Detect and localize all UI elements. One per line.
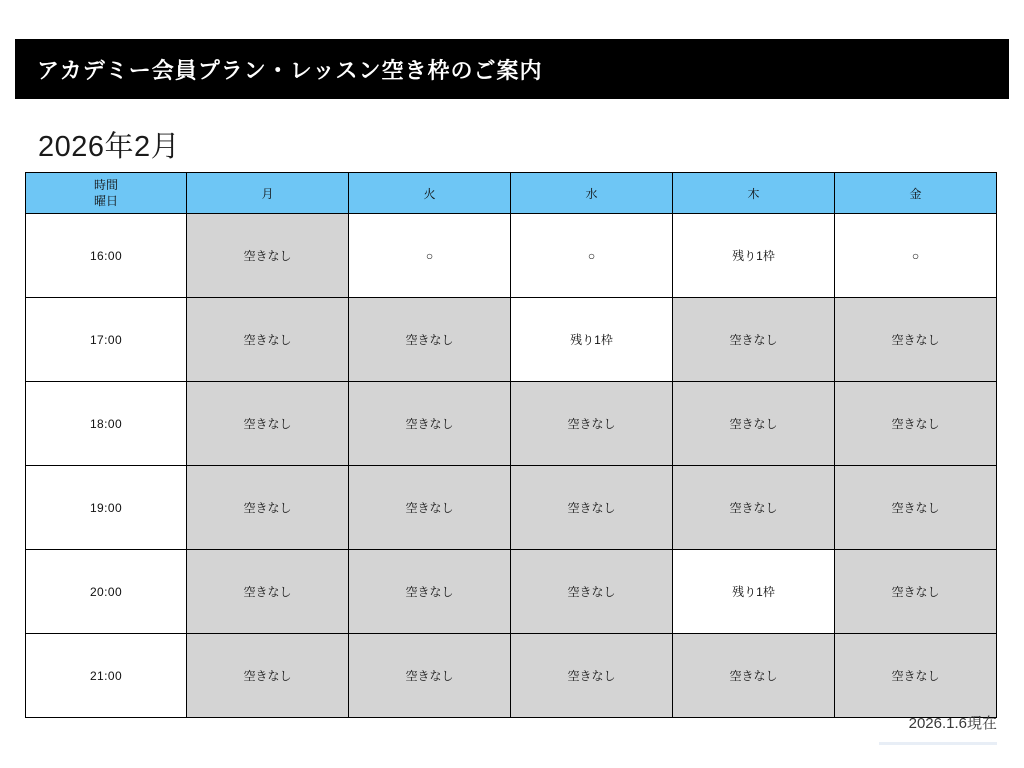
header-row bbox=[26, 173, 997, 214]
slot-cell: 空きなし bbox=[673, 382, 835, 466]
table-row bbox=[26, 634, 997, 718]
header-day-thu: 木 bbox=[673, 173, 835, 214]
row-time-label: 20:00 bbox=[26, 550, 187, 634]
slot-cell: 空きなし bbox=[349, 466, 511, 550]
slot-cell: 空きなし bbox=[835, 382, 997, 466]
header-day-wed: 水 bbox=[511, 173, 673, 214]
table-row bbox=[26, 550, 997, 634]
slot-cell: 空きなし bbox=[349, 634, 511, 718]
slot-cell: 空きなし bbox=[835, 634, 997, 718]
slot-cell: 空きなし bbox=[349, 298, 511, 382]
row-time-label: 21:00 bbox=[26, 634, 187, 718]
as-of-date-note: 2026.1.6現在 bbox=[908, 715, 997, 732]
slot-cell: 空きなし bbox=[835, 298, 997, 382]
table-row bbox=[26, 298, 997, 382]
schedule-table-container bbox=[25, 172, 997, 718]
month-subtitle: 2026年2月 bbox=[38, 131, 181, 163]
slot-cell: ○ bbox=[835, 214, 997, 298]
slot-cell: 空きなし bbox=[187, 298, 349, 382]
row-time-label: 16:00 bbox=[26, 214, 187, 298]
slot-cell: 空きなし bbox=[511, 550, 673, 634]
header-corner-day: 曜日 bbox=[93, 194, 118, 208]
slot-cell: 空きなし bbox=[511, 382, 673, 466]
slot-cell: 空きなし bbox=[511, 634, 673, 718]
slot-cell: 空きなし bbox=[349, 382, 511, 466]
title-bar bbox=[15, 39, 1009, 99]
row-time-label: 17:00 bbox=[26, 298, 187, 382]
slot-cell: 空きなし bbox=[187, 382, 349, 466]
slot-cell: ○ bbox=[511, 214, 673, 298]
slot-cell: 空きなし bbox=[835, 550, 997, 634]
slot-cell: 残り1枠 bbox=[673, 214, 835, 298]
header-day-fri: 金 bbox=[835, 173, 997, 214]
slot-cell: 空きなし bbox=[187, 214, 349, 298]
header-corner bbox=[26, 173, 187, 214]
slot-cell: 空きなし bbox=[673, 298, 835, 382]
slot-cell: 空きなし bbox=[349, 550, 511, 634]
slot-cell: 残り1枠 bbox=[511, 298, 673, 382]
slot-cell: 空きなし bbox=[187, 466, 349, 550]
table-row bbox=[26, 466, 997, 550]
schedule-table bbox=[25, 172, 997, 718]
slot-cell: 空きなし bbox=[511, 466, 673, 550]
table-body bbox=[26, 214, 997, 718]
table-header bbox=[26, 173, 997, 214]
slot-cell: 残り1枠 bbox=[673, 550, 835, 634]
slot-cell: ○ bbox=[349, 214, 511, 298]
header-day-tue: 火 bbox=[349, 173, 511, 214]
slot-cell: 空きなし bbox=[187, 634, 349, 718]
row-time-label: 18:00 bbox=[26, 382, 187, 466]
slot-cell: 空きなし bbox=[187, 550, 349, 634]
footer-underline bbox=[879, 742, 997, 745]
header-day-mon: 月 bbox=[187, 173, 349, 214]
slot-cell: 空きなし bbox=[673, 466, 835, 550]
page-title: アカデミー会員プラン・レッスン空き枠のご案内 bbox=[37, 57, 543, 83]
table-row bbox=[26, 214, 997, 298]
header-corner-time: 時間 bbox=[93, 177, 118, 192]
table-row bbox=[26, 382, 997, 466]
slot-cell: 空きなし bbox=[835, 466, 997, 550]
row-time-label: 19:00 bbox=[26, 466, 187, 550]
slot-cell: 空きなし bbox=[673, 634, 835, 718]
